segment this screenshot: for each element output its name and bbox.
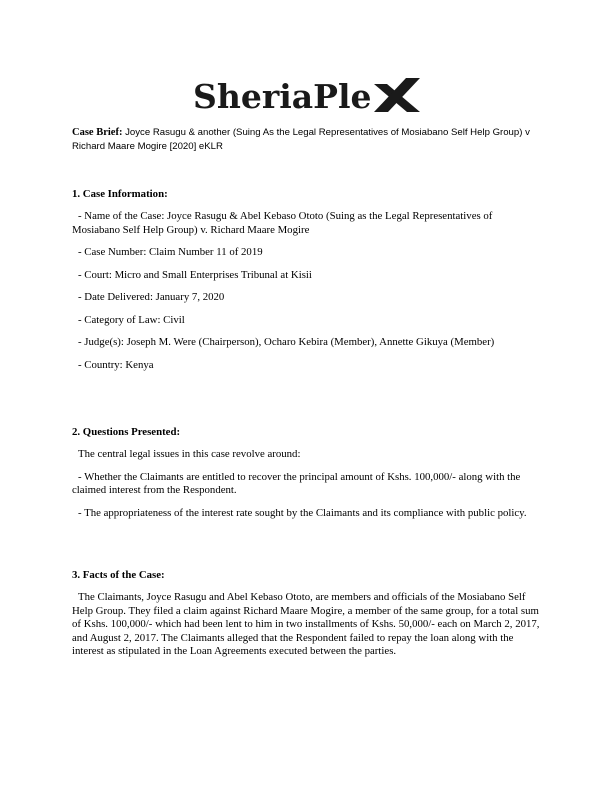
- court-item: - Court: Micro and Small Enterprises Tribunal at Kisii: [78, 268, 312, 281]
- judges-item: - Judge(s): Joseph M. Were (Chairperson), Ocharo Kebira (Member), Annette Gikuya (Member): [78, 336, 495, 348]
- question-item: - Whether the Claimants are entitled to recover the principal amount of Kshs. 100,000/- along with the claimed interest from the Respondent.: [72, 470, 521, 496]
- case-brief-title: [72, 126, 542, 154]
- section-heading: 2. Questions Presented:: [72, 426, 181, 438]
- question-item: - The appropriateness of the interest rate sought by the Claimants and its compliance with public policy.: [78, 506, 527, 519]
- date-delivered-item: - Date Delivered: January 7, 2020: [78, 291, 225, 303]
- case-number-item: - Case Number: Claim Number 11 of 2019: [78, 246, 263, 258]
- sheriaplex-logo: [0, 72, 612, 118]
- category-item: - Category of Law: Civil: [78, 313, 185, 326]
- facts-paragraph: The Claimants, Joyce Rasugu and Abel Kebaso Ototo, are members and officials of the Mosiabano Self Help Group. They filed a claim against Richard Maare Mogire, a member of the same group, for a total sum of Kshs. 100,000/- which had been lent to him in two installments of Kshs. 50,000/- each on March 2, 2017, and August 2, 2017. The Claimants alleged that the Respondent failed to repay the loan along with the interest as stipulated in the Loan Agreements executed between the parties.: [72, 591, 540, 657]
- logo-graphic: [191, 72, 421, 118]
- case-name-item: - Name of the Case: Joyce Rasugu & Abel Kebaso Ototo (Suing as the Legal Representatives of Mosiabano Self Help Group) v. Richard Maare Mogire: [72, 210, 493, 236]
- questions-intro: The central legal issues in this case revolve around:: [78, 448, 301, 460]
- case-brief-text: Joyce Rasugu & another (Suing As the Legal Representatives of Mosiabano Self Help Group) v Richard Maare Mogire [2020] eKLR: [72, 127, 530, 152]
- country-item: - Country: Kenya: [78, 358, 154, 371]
- logo-wordmark: SheriaPle: [193, 77, 372, 116]
- facts-section: [72, 568, 542, 659]
- x-mark-icon: [374, 78, 420, 112]
- case-brief-label: Case Brief:: [72, 127, 123, 138]
- case-information-section: [72, 187, 542, 372]
- questions-presented-section: [72, 425, 542, 520]
- section-heading: 3. Facts of the Case:: [72, 569, 165, 581]
- section-heading: 1. Case Information:: [72, 188, 168, 200]
